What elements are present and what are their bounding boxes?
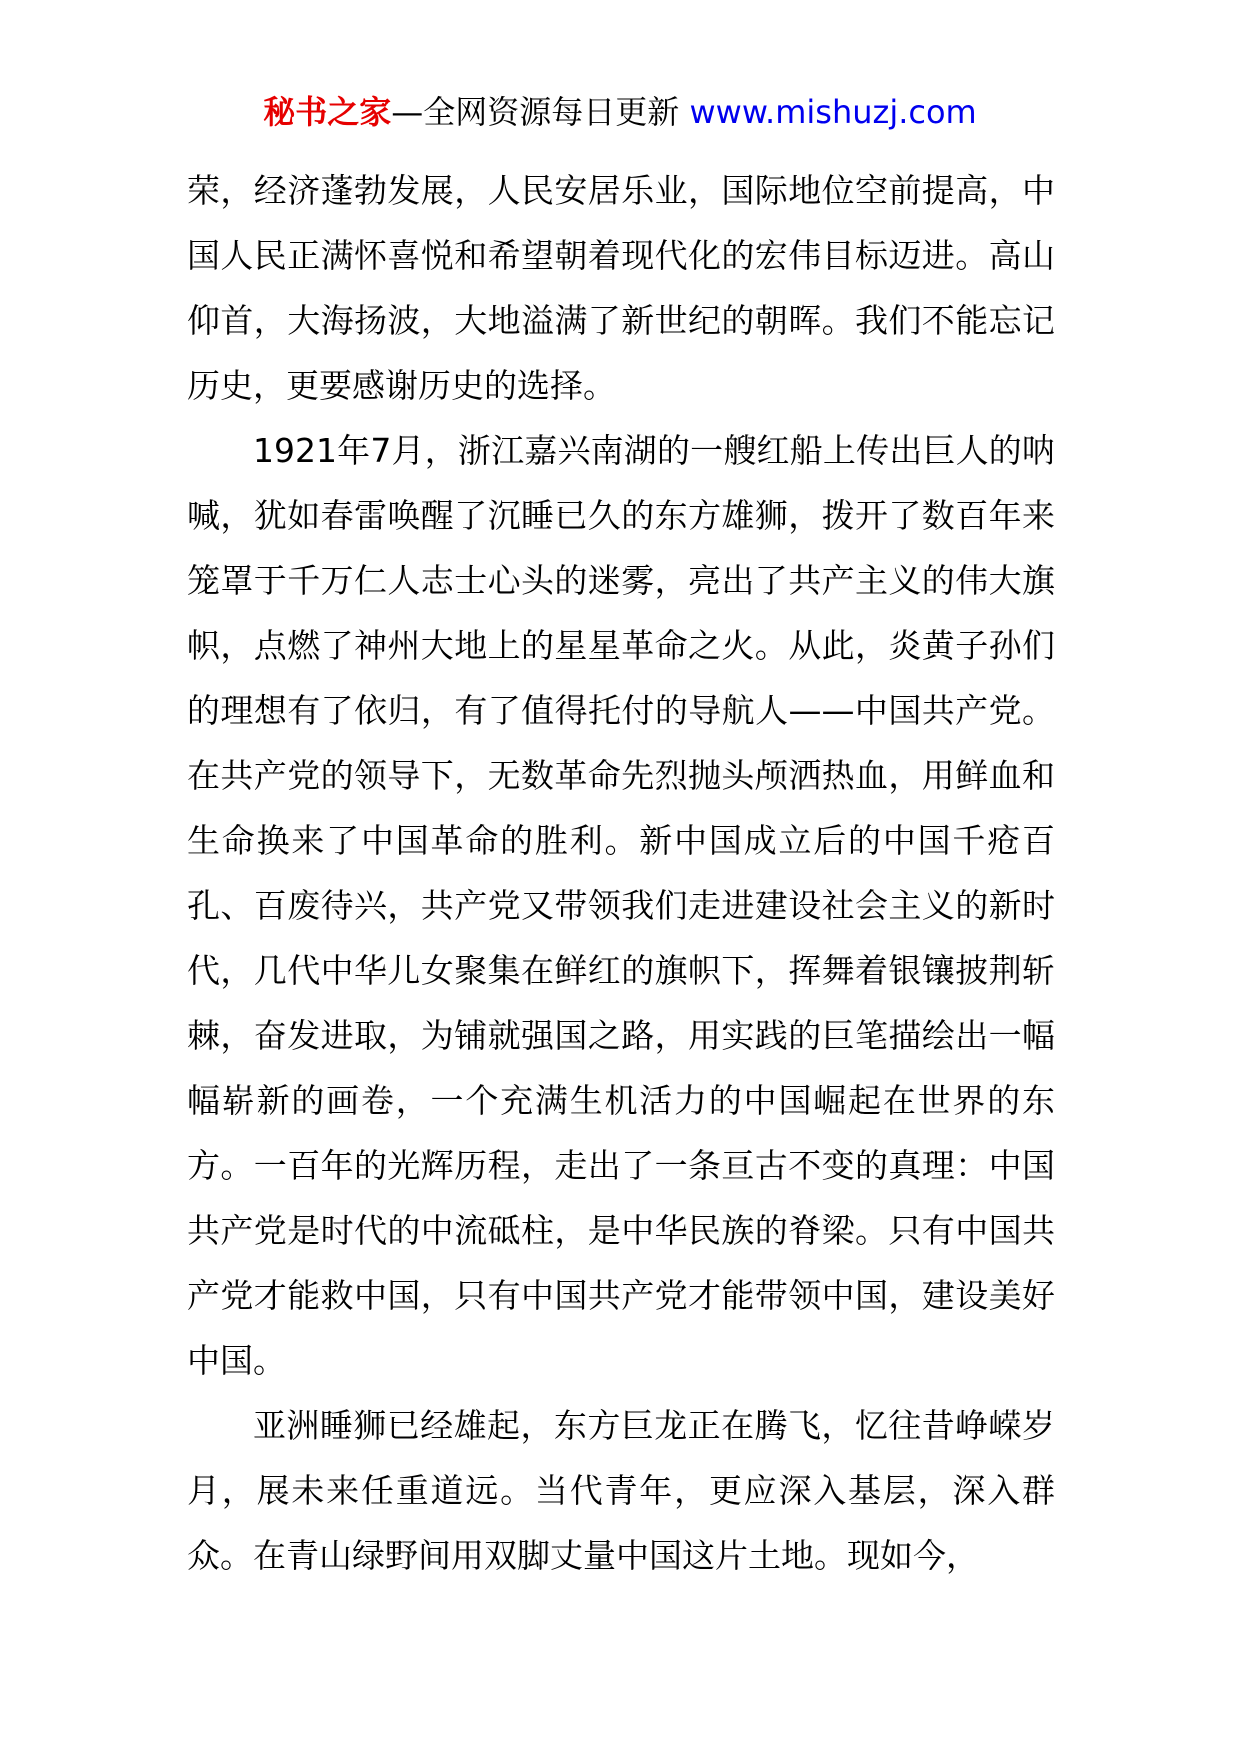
site-tagline: —全网资源每日更新	[391, 93, 690, 131]
site-brand: 秘书之家	[263, 93, 392, 131]
site-url-link[interactable]: www.mishuzj.com	[689, 93, 977, 131]
paragraph-3: 亚洲睡狮已经雄起，东方巨龙正在腾飞，忆往昔峥嵘岁月，展未来任重道远。当代青年，更应深入基层，深入群众。在青山绿野间用双脚丈量中国这片土地。现如今，	[187, 1406, 1055, 1575]
site-header	[0, 92, 1240, 134]
paragraph-1: 荣，经济蓬勃发展，人民安居乐业，国际地位空前提高，中国人民正满怀喜悦和希望朝着现代化的宏伟目标迈进。高山仰首，大海扬波，大地溢满了新世纪的朝晖。我们不能忘记历史，更要感谢历史的选择。	[187, 171, 1055, 405]
document-body	[187, 158, 1055, 1588]
paragraph-2: 1921年7月，浙江嘉兴南湖的一艘红船上传出巨人的呐喊，犹如春雷唤醒了沉睡已久的东方雄狮，拨开了数百年来笼罩于千万仁人志士心头的迷雾，亮出了共产主义的伟大旗帜，点燃了神州大地上的星星革命之火。从此，炎黄子孙们的理想有了依归，有了值得托付的导航人——中国共产党。在共产党的领导下，无数革命先烈抛头颅洒热血，用鲜血和生命换来了中国革命的胜利。新中国成立后的中国千疮百孔、百废待兴，共产党又带领我们走进建设社会主义的新时代，几代中华儿女聚集在鲜红的旗帜下，挥舞着银镶披荆斩棘，奋发进取，为铺就强国之路，用实践的巨笔描绘出一幅幅崭新的画卷，一个充满生机活力的中国崛起在世界的东方。一百年的光辉历程，走出了一条亘古不变的真理：中国共产党是时代的中流砥柱，是中华民族的脊梁。只有中国共产党才能救中国，只有中国共产党才能带领中国，建设美好中国。	[187, 431, 1055, 1380]
